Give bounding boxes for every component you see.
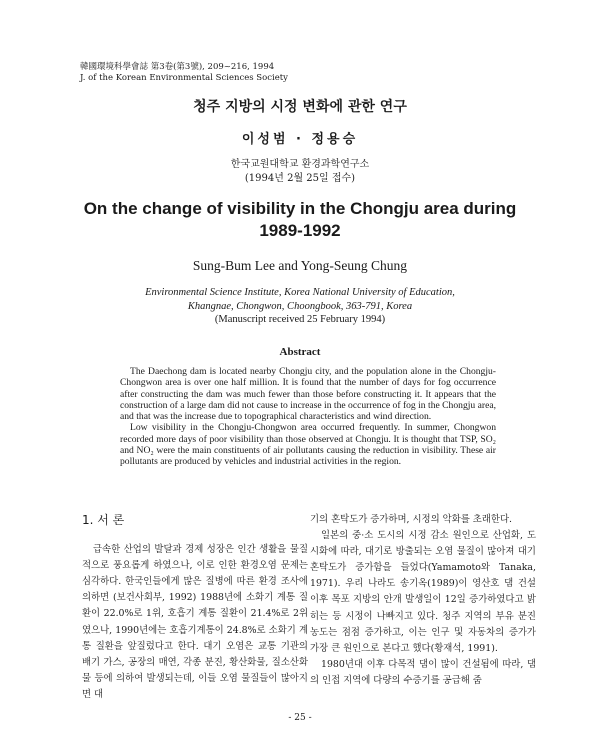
english-affiliation-line2: Khangnae, Chongwon, Choongbook, 363-791, Korea — [187, 300, 413, 312]
english-title — [0, 198, 600, 242]
body-paragraph: 일본의 중·소 도시의 시정 감소 원인으로 산업화, 도시화에 따라, 대기로 방출되는 오염 물질이 많아져 대기 혼탁도가 증가함을 들었다(Yamamoto와 Tanaka, 1971). 우리 나라도 송기옥(1989)이 영산호 댐 건설 이후 목포 지방의 안개 발생일이 12일 증가하였다고 밝히는 등 시정이 나빠지고 있다. 청주 지역의 부유 분진 농도는 점점 증가하고, 이는 인구 및 자동차의 증가가 가장 큰 원인으로 본다고 했다(황재석, 1991). — [310, 530, 536, 654]
english-authors: Sung-Bum Lee and Yong-Seung Chung — [192, 258, 408, 273]
abstract-body — [120, 366, 496, 468]
body-paragraph: 급속한 산업의 발달과 경제 성장은 인간 생활을 물질적으로 풍요롭게 하였으나, 이로 인한 환경오염 문제는 심각하다. 한국인들에게 많은 질병에 따른 환경 조사에 의하면 (보건사회부, 1992) 1988년에 소화기 계통 질환이 22.0%로 1위, 호흡기 계통 질환이 21.4%로 2위였으나, 1990년에는 호흡기계통이 24.8%로 소화기 계통 질환을 앞질렀다고 한다. 대기 오염은 교통 기관의 배기 가스, 공장의 매연, 각종 분진, 황산화물, 질소산화물 등에 의하여 발생되는데, 이들 오염 물질들이 많아지면 대 — [82, 544, 308, 700]
body-right-column — [310, 512, 536, 689]
english-affiliation-line1: Environmental Science Institute, Korea National University of Education, — [145, 287, 455, 298]
abstract-paragraph-2: Low visibility in the Chongju-Chongwon area occurred frequently. In summer, Chongwon recorded more days of poor visibility than those observed at Chongju. It is thought that TSP, SO₂ and NO₂ were the main constituents of air pollutants causing the reduction in visibility. These air pollutants are produced by vehicles and industrial activities in the region. — [120, 422, 496, 468]
page-number: - 25 - — [288, 713, 312, 723]
english-title-line1: On the change of visibility in the Chongju area during — [83, 199, 517, 218]
korean-affiliation-block — [0, 158, 600, 186]
body-paragraph: 기의 혼탁도가 증가하며, 시정의 악화를 초래한다. — [310, 514, 512, 525]
korean-authors: 이성범 · 정용승 — [241, 132, 359, 147]
abstract-paragraph-1: The Daechong dam is located nearby Chongju city, and the population alone in the Chongju- Chongwon area is over one half million. It is found that the number of days for fog occurrence after constructing the dam was much fewer than those before constructing it. It appears that the construction of a large dam did not cause to increase in the occurrence of fog in the Chongju area, and that was the increase due to topographical characteristics and wind direction. — [120, 366, 496, 423]
abstract-heading: Abstract — [279, 346, 321, 358]
section-heading-introduction: 1. 서 론 — [82, 513, 125, 527]
body-left-column — [82, 510, 308, 703]
english-received-date: (Manuscript received 25 February 1994) — [214, 314, 386, 325]
body-paragraph: 1980년대 이후 다목적 댐이 많이 건설됨에 따라, 댐의 인접 지역에 다량의 수증기를 공급해 줌 — [310, 658, 536, 686]
korean-title: 청주 지방의 시정 변화에 관한 연구 — [193, 99, 407, 115]
korean-affiliation: 한국교원대학교 환경과학연구소 — [230, 159, 370, 170]
journal-header — [80, 62, 288, 84]
english-title-line2: 1989-1992 — [259, 221, 341, 240]
korean-received-date: (1994년 2월 25일 접수) — [244, 173, 356, 184]
journal-name: J. of the Korean Environmental Sciences Society — [80, 73, 288, 83]
english-affiliation-block — [0, 286, 600, 327]
journal-citation: 韓國環境科學會誌 第3卷(第3號), 209~216, 1994 — [80, 62, 275, 72]
